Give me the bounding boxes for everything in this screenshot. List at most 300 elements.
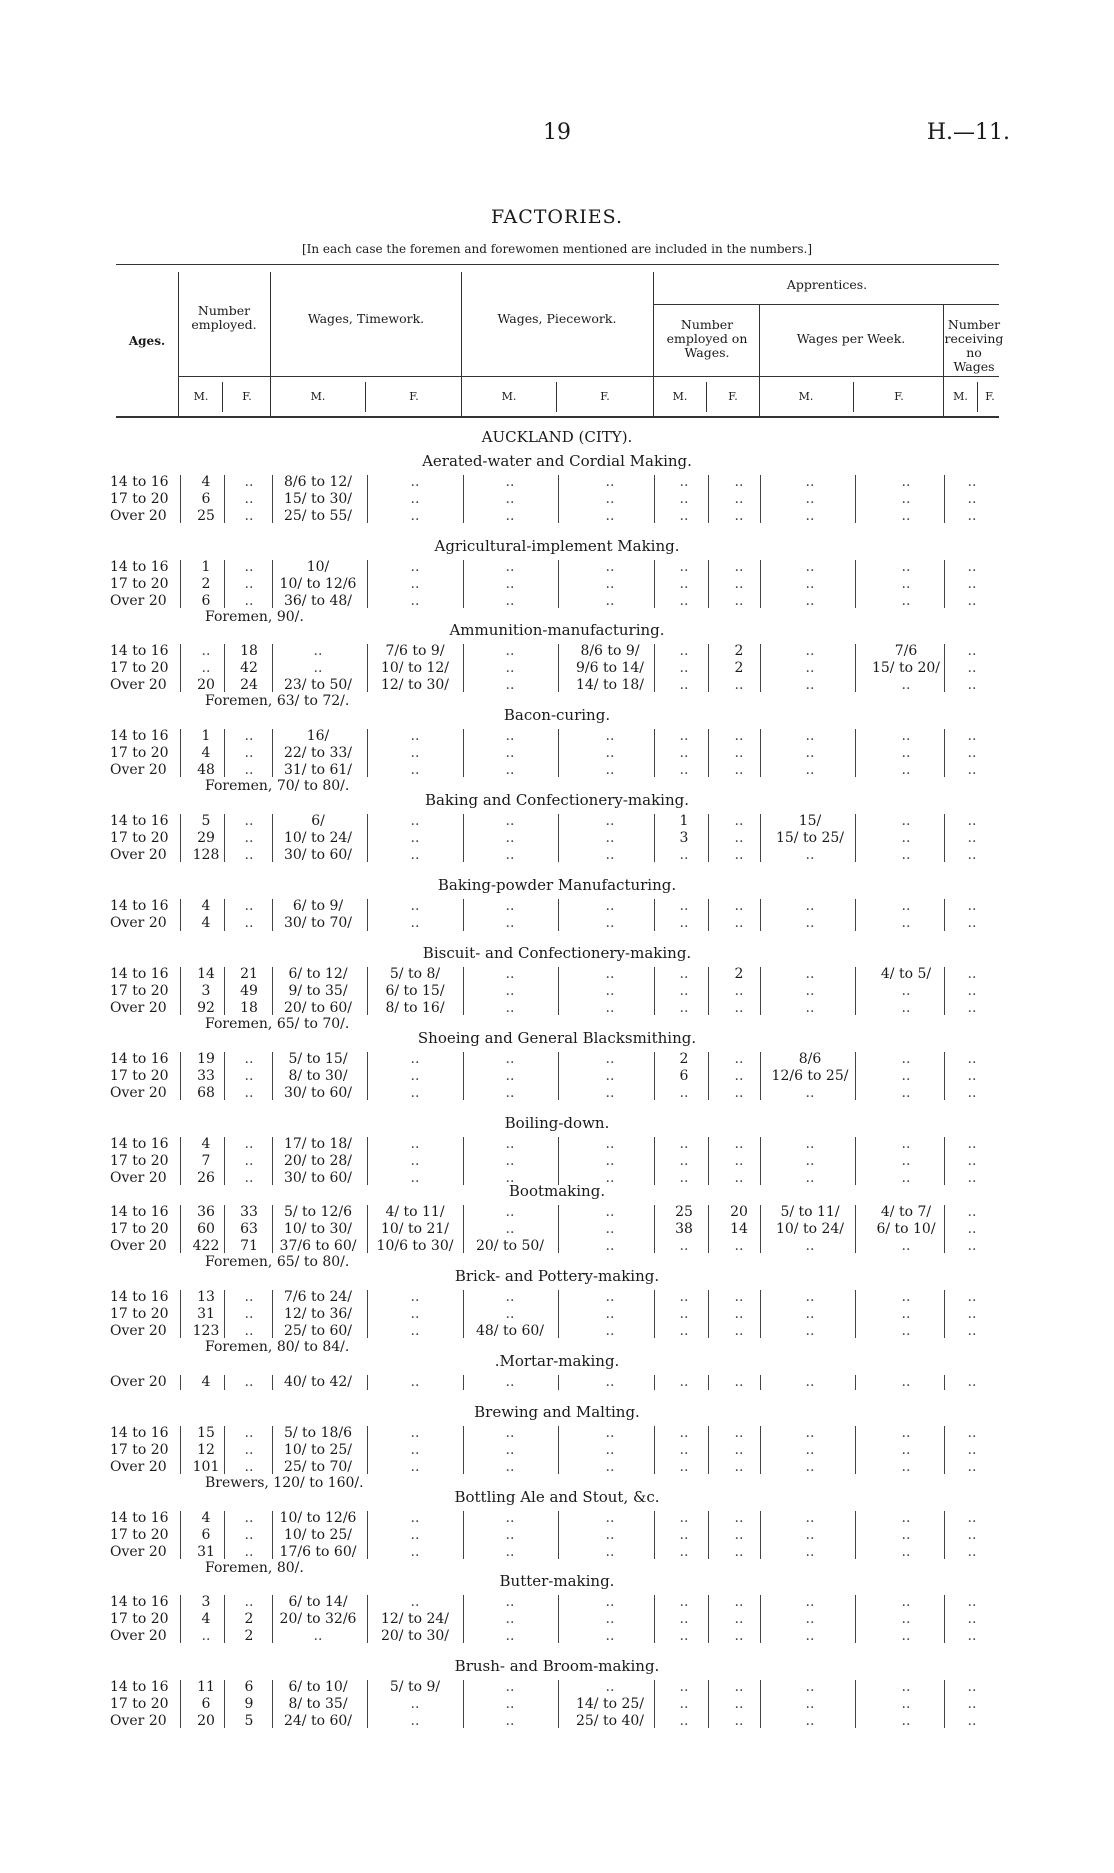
table-row (0, 1679, 1114, 1696)
table-cell: .. (605, 1458, 615, 1475)
table-row (0, 1000, 1114, 1017)
column-rule (944, 1290, 945, 1338)
table-cell: .. (605, 1204, 615, 1220)
column-rule (463, 899, 464, 931)
column-rule (463, 1426, 464, 1474)
section-heading: Aerated-water and Cordial Making. (422, 452, 692, 470)
table-cell: .. (901, 898, 911, 914)
table-cell: .. (505, 914, 515, 931)
table-cell: 6 (201, 490, 211, 507)
column-rule (760, 729, 761, 777)
table-cell: 9 (244, 1695, 254, 1712)
column-rule (180, 560, 181, 608)
table-cell: .. (244, 490, 254, 507)
table-cell: 6 (201, 1695, 211, 1712)
table-cell: .. (679, 1374, 689, 1390)
column-rule (708, 1375, 709, 1390)
table-cell: .. (313, 643, 323, 659)
table-cell: .. (967, 898, 977, 914)
table-cell: .. (901, 1627, 911, 1644)
table-cell: 4/ to 7/ (880, 1204, 932, 1220)
table-header (0, 264, 1114, 418)
table-cell: 422 (192, 1237, 220, 1254)
table-cell: 48/ to 60/ (475, 1322, 545, 1339)
column-rule (654, 475, 655, 523)
row-age: 14 to 16 (110, 1425, 169, 1441)
table-cell: .. (605, 1441, 615, 1458)
column-rule (272, 1680, 273, 1728)
table-cell: .. (244, 1543, 254, 1560)
row-age: Over 20 (110, 1543, 167, 1560)
table-row (0, 1153, 1114, 1170)
column-rule (272, 967, 273, 1015)
table-cell: .. (805, 592, 815, 609)
table-cell: .. (244, 575, 254, 592)
table-note: [In each case the foremen and forewomen mentioned are included in the numbers.] (301, 242, 813, 256)
header-wages-per-week: Wages per Week. (796, 331, 906, 346)
table-cell: 31/ to 61/ (283, 761, 353, 778)
table-cell: .. (605, 744, 615, 761)
table-cell: .. (967, 1289, 977, 1305)
table-cell: .. (605, 761, 615, 778)
row-age: 17 to 20 (110, 490, 169, 507)
table-cell: .. (605, 1510, 615, 1526)
table-cell: .. (967, 1322, 977, 1339)
row-age: 14 to 16 (110, 643, 169, 659)
table-cell: .. (244, 728, 254, 744)
column-rule (760, 899, 761, 931)
row-age: Over 20 (110, 999, 167, 1016)
table-cell: .. (805, 914, 815, 931)
table-cell: .. (244, 829, 254, 846)
column-rule (180, 1205, 181, 1253)
table-cell: .. (805, 1084, 815, 1101)
table-cell: .. (605, 1136, 615, 1152)
table-row (0, 508, 1114, 525)
table-cell: 14/ to 25/ (575, 1695, 645, 1712)
section-heading: Biscuit- and Confectionery-making. (422, 944, 692, 962)
table-cell: .. (805, 474, 815, 490)
column-rule (180, 1052, 181, 1100)
table-cell: .. (244, 1152, 254, 1169)
table-cell: .. (244, 1136, 254, 1152)
table-cell: 25 (675, 1204, 693, 1220)
table-cell: 40/ to 42/ (283, 1374, 353, 1390)
table-cell: .. (967, 1237, 977, 1254)
header-number-employed: Number employed. (191, 303, 257, 332)
table-row (0, 847, 1114, 864)
table-cell: .. (605, 914, 615, 931)
column-rule (944, 475, 945, 523)
column-rule (708, 1052, 709, 1100)
table-cell: 92 (197, 999, 215, 1016)
table-cell: 7/6 to 9/ (385, 643, 445, 659)
table-row (0, 1323, 1114, 1340)
table-cell: .. (201, 1627, 211, 1644)
table-row (0, 1306, 1114, 1323)
table-cell: .. (505, 676, 515, 693)
column-rule (272, 814, 273, 862)
column-rule (944, 560, 945, 608)
column-rule (272, 1375, 273, 1390)
header-m: M. (193, 390, 209, 403)
table-cell: 31 (197, 1305, 215, 1322)
table-cell: .. (410, 507, 420, 524)
row-age: Over 20 (110, 1322, 167, 1339)
column-rule (272, 1052, 273, 1100)
row-age: 14 to 16 (110, 559, 169, 575)
table-cell: 2 (244, 1610, 254, 1627)
table-cell: .. (505, 1425, 515, 1441)
column-rule (855, 1595, 856, 1643)
column-rule (180, 644, 181, 692)
table-row (0, 1204, 1114, 1221)
table-cell: .. (901, 744, 911, 761)
section-heading: Brush- and Broom-making. (454, 1657, 660, 1675)
column-rule (224, 475, 225, 523)
table-cell: .. (967, 1610, 977, 1627)
table-cell: .. (605, 1679, 615, 1695)
table-cell: .. (805, 490, 815, 507)
column-rule (224, 814, 225, 862)
header-m: M. (798, 390, 814, 403)
foremen-note: Foremen, 80/ to 84/. (205, 1339, 350, 1356)
column-rule (708, 967, 709, 1015)
table-cell: .. (505, 490, 515, 507)
table-cell: 8/6 to 12/ (283, 474, 353, 490)
table-cell: 4 (201, 744, 211, 761)
column-rule (224, 1426, 225, 1474)
table-cell: .. (201, 643, 211, 659)
table-cell: 68 (197, 1084, 215, 1101)
table-cell: .. (605, 1610, 615, 1627)
header-wages-timework: Wages, Timework. (307, 311, 425, 326)
table-cell: .. (901, 490, 911, 507)
table-cell: .. (967, 829, 977, 846)
table-cell: .. (967, 659, 977, 676)
table-cell: .. (734, 1543, 744, 1560)
table-cell: .. (901, 592, 911, 609)
table-cell: .. (805, 1695, 815, 1712)
table-row (0, 559, 1114, 576)
table-row (0, 1459, 1114, 1476)
table-cell: .. (505, 1169, 515, 1186)
column-rule (944, 1052, 945, 1100)
table-cell: .. (967, 1594, 977, 1610)
table-cell: .. (734, 1695, 744, 1712)
foremen-note: Foremen, 90/. (205, 609, 304, 626)
table-cell: .. (505, 1289, 515, 1305)
table-cell: 8/ to 16/ (385, 999, 445, 1016)
column-rule (367, 1052, 368, 1100)
table-cell: 3 (201, 1594, 211, 1610)
section-rows (0, 1425, 1114, 1492)
table-cell: .. (805, 966, 815, 982)
table-cell: .. (734, 1237, 744, 1254)
table-cell: .. (679, 1627, 689, 1644)
table-cell: .. (244, 1289, 254, 1305)
table-cell: .. (734, 982, 744, 999)
column-rule (760, 475, 761, 523)
column-rule (944, 1375, 945, 1390)
table-cell: .. (805, 1610, 815, 1627)
table-cell: .. (244, 1322, 254, 1339)
column-rule (367, 644, 368, 692)
row-age: Over 20 (110, 1237, 167, 1254)
table-row (0, 915, 1114, 932)
table-cell: .. (410, 1510, 420, 1526)
table-cell: .. (244, 813, 254, 829)
row-age: 17 to 20 (110, 1305, 169, 1322)
table-cell: .. (410, 1712, 420, 1729)
table-cell: .. (734, 575, 744, 592)
table-cell: .. (410, 1425, 420, 1441)
table-cell: .. (505, 507, 515, 524)
table-cell: 20 (730, 1204, 748, 1220)
column-rule (760, 1137, 761, 1185)
table-cell: .. (901, 1136, 911, 1152)
region-heading: AUCKLAND (CITY). (481, 428, 633, 446)
column-rule (760, 1375, 761, 1390)
table-cell: .. (505, 1084, 515, 1101)
header-number-receiving-no-wages: Number receiving no Wages (944, 317, 1004, 374)
table-row (0, 1527, 1114, 1544)
table-cell: .. (313, 659, 323, 676)
table-cell: .. (734, 1169, 744, 1186)
table-cell: .. (967, 1067, 977, 1084)
table-cell: .. (605, 474, 615, 490)
table-cell: .. (605, 1627, 615, 1644)
table-cell: 36 (197, 1204, 215, 1220)
column-rule (367, 1680, 368, 1728)
row-age: Over 20 (110, 1374, 167, 1390)
column-rule (558, 560, 559, 608)
foremen-note: Foremen, 80/. (205, 1560, 304, 1577)
table-cell: .. (244, 592, 254, 609)
section-heading: Bootmaking. (508, 1182, 606, 1200)
table-cell: 15/ to 30/ (283, 490, 353, 507)
row-age: Over 20 (110, 1458, 167, 1475)
table-cell: 20/ to 50/ (475, 1237, 545, 1254)
section-heading: Bacon-curing. (503, 706, 611, 724)
table-cell: .. (505, 1695, 515, 1712)
column-rule (367, 1137, 368, 1185)
table-cell: .. (734, 1374, 744, 1390)
table-cell: .. (901, 1322, 911, 1339)
header-f: F. (409, 390, 419, 403)
row-age: 14 to 16 (110, 1679, 169, 1695)
table-cell: 15/ to 25/ (775, 829, 845, 846)
table-cell: .. (967, 744, 977, 761)
table-cell: 4 (201, 1136, 211, 1152)
row-age: 14 to 16 (110, 813, 169, 829)
table-cell: .. (244, 1425, 254, 1441)
table-cell: .. (901, 1237, 911, 1254)
table-cell: .. (679, 1679, 689, 1695)
table-cell: .. (734, 1067, 744, 1084)
table-cell: 26 (197, 1169, 215, 1186)
table-cell: 5/ to 11/ (780, 1204, 840, 1220)
column-rule (463, 644, 464, 692)
column-rule (367, 1205, 368, 1253)
table-cell: .. (244, 846, 254, 863)
table-row (0, 643, 1114, 660)
column-rule (760, 814, 761, 862)
header-f: F. (242, 390, 252, 403)
table-cell: .. (679, 846, 689, 863)
table-cell: 1 (201, 559, 211, 575)
table-cell: 5 (244, 1712, 254, 1729)
table-cell: .. (505, 1051, 515, 1067)
column-rule (272, 1290, 273, 1338)
column-rule (224, 1137, 225, 1185)
table-cell: .. (805, 1526, 815, 1543)
table-cell: .. (244, 1305, 254, 1322)
header-f: F. (894, 390, 904, 403)
column-rule (855, 1205, 856, 1253)
row-age: 17 to 20 (110, 1526, 169, 1543)
table-cell: 1 (201, 728, 211, 744)
column-rule (224, 1290, 225, 1338)
table-cell: 36/ to 48/ (283, 592, 353, 609)
section-heading: Brewing and Malting. (474, 1403, 640, 1421)
table-cell: .. (901, 1441, 911, 1458)
table-cell: 8/ to 35/ (288, 1695, 348, 1712)
column-rule (654, 1137, 655, 1185)
column-rule (944, 1595, 945, 1643)
table-cell: .. (734, 1322, 744, 1339)
table-row (0, 1628, 1114, 1645)
column-rule (708, 1680, 709, 1728)
header-apprentices: Apprentices. (786, 277, 868, 292)
table-cell: .. (244, 1441, 254, 1458)
table-cell: .. (410, 490, 420, 507)
table-cell: .. (734, 829, 744, 846)
column-rule (367, 814, 368, 862)
table-cell: 33 (197, 1067, 215, 1084)
table-cell: .. (605, 1594, 615, 1610)
header-wages-piecework: Wages, Piecework. (497, 311, 617, 326)
column-rule (463, 1595, 464, 1643)
column-rule (558, 1426, 559, 1474)
section-heading: Boiling-down. (504, 1114, 610, 1132)
column-rule (272, 560, 273, 608)
column-rule (180, 1426, 181, 1474)
table-row (0, 813, 1114, 830)
column-rule (855, 729, 856, 777)
table-cell: 4/ to 11/ (385, 1204, 445, 1220)
table-cell: 12/ to 36/ (283, 1305, 353, 1322)
column-rule (708, 644, 709, 692)
table-cell: 18 (240, 643, 258, 659)
table-cell: 14/ to 18/ (575, 676, 645, 693)
table-row (0, 1051, 1114, 1068)
table-cell: .. (410, 592, 420, 609)
column-rule (855, 1426, 856, 1474)
row-age: 17 to 20 (110, 1695, 169, 1712)
table-cell: .. (244, 914, 254, 931)
table-cell: 5 (201, 813, 211, 829)
table-cell: 60 (197, 1220, 215, 1237)
table-cell: .. (505, 966, 515, 982)
table-row (0, 660, 1114, 677)
column-rule (855, 899, 856, 931)
column-rule (224, 899, 225, 931)
table-cell: .. (679, 914, 689, 931)
table-cell: .. (679, 1136, 689, 1152)
column-rule (760, 1680, 761, 1728)
table-cell: .. (505, 559, 515, 575)
table-cell: .. (410, 728, 420, 744)
table-cell: .. (505, 1152, 515, 1169)
table-cell: .. (967, 575, 977, 592)
table-cell: .. (244, 1594, 254, 1610)
table-cell: 5/ to 8/ (389, 966, 441, 982)
table-cell: 4 (201, 898, 211, 914)
table-cell: .. (734, 676, 744, 693)
table-cell: .. (505, 1458, 515, 1475)
table-cell: 101 (192, 1458, 220, 1475)
table-cell: 20 (197, 676, 215, 693)
table-cell: .. (967, 914, 977, 931)
table-cell: 2 (679, 1051, 689, 1067)
table-cell: 6 (679, 1067, 689, 1084)
table-cell: .. (805, 1441, 815, 1458)
table-cell: 25/ to 40/ (575, 1712, 645, 1729)
table-cell: .. (679, 982, 689, 999)
column-rule (558, 1205, 559, 1253)
table-cell: .. (679, 559, 689, 575)
table-cell: .. (805, 846, 815, 863)
section-heading: Shoeing and General Blacksmithing. (417, 1029, 697, 1047)
section-rows (0, 559, 1114, 626)
table-cell: .. (505, 643, 515, 659)
table-cell: .. (244, 507, 254, 524)
table-cell: .. (410, 1136, 420, 1152)
table-cell: .. (605, 559, 615, 575)
table-cell: .. (967, 1627, 977, 1644)
table-cell: .. (244, 1051, 254, 1067)
table-cell: .. (901, 1374, 911, 1390)
table-cell: .. (410, 474, 420, 490)
table-cell: 10/6 to 30/ (376, 1237, 454, 1254)
table-cell: 2 (244, 1627, 254, 1644)
table-cell: .. (244, 1084, 254, 1101)
table-cell: 3 (201, 982, 211, 999)
table-cell: 15 (197, 1425, 215, 1441)
column-rule (708, 729, 709, 777)
section-heading: .Mortar-making. (494, 1352, 620, 1370)
table-cell: .. (967, 1051, 977, 1067)
table-cell: 5/ to 12/6 (283, 1204, 353, 1220)
table-cell: .. (201, 659, 211, 676)
table-cell: .. (734, 592, 744, 609)
table-cell: .. (734, 507, 744, 524)
table-cell: .. (805, 659, 815, 676)
table-cell: .. (967, 1084, 977, 1101)
table-cell: 4 (201, 1374, 211, 1390)
column-rule (855, 1680, 856, 1728)
table-cell: .. (734, 898, 744, 914)
table-row (0, 1544, 1114, 1561)
table-cell: .. (505, 474, 515, 490)
column-rule (180, 1595, 181, 1643)
section-rows (0, 1136, 1114, 1186)
column-rule (558, 1375, 559, 1390)
column-rule (558, 1137, 559, 1185)
column-rule (224, 1511, 225, 1559)
table-cell: 8/6 to 9/ (580, 643, 640, 659)
